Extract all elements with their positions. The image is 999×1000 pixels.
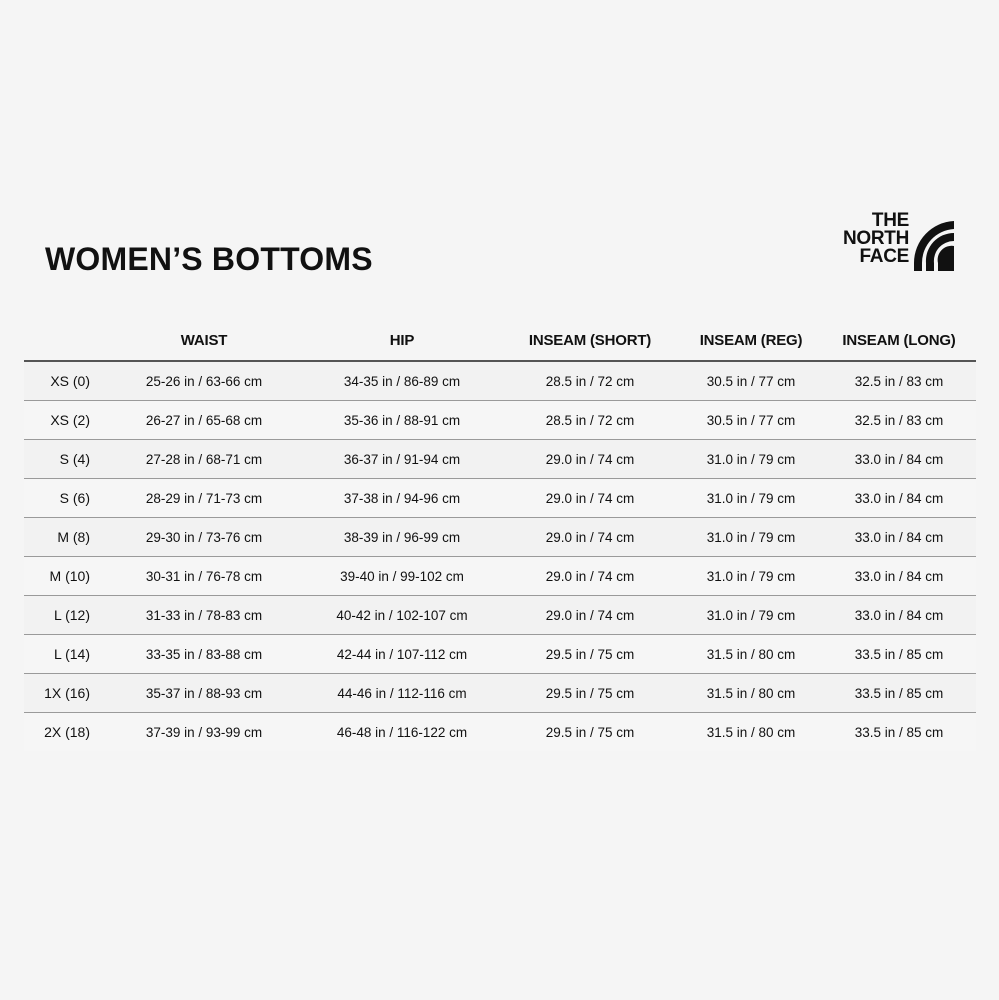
table-row — [24, 557, 976, 596]
inseam-long-cell: 33.0 in / 84 cm — [822, 557, 976, 596]
hip-cell: 37-38 in / 94-96 cm — [304, 479, 500, 518]
hip-cell: 46-48 in / 116-122 cm — [304, 713, 500, 752]
waist-cell: 33-35 in / 83-88 cm — [104, 635, 304, 674]
table-header-row — [24, 320, 976, 361]
hip-cell: 35-36 in / 88-91 cm — [304, 401, 500, 440]
waist-cell: 27-28 in / 68-71 cm — [104, 440, 304, 479]
logo-line-3: FACE — [859, 246, 909, 267]
waist-cell: 25-26 in / 63-66 cm — [104, 361, 304, 401]
hip-cell: 44-46 in / 112-116 cm — [304, 674, 500, 713]
inseam-long-cell: 32.5 in / 83 cm — [822, 361, 976, 401]
inseam-short-cell: 29.0 in / 74 cm — [500, 596, 680, 635]
inseam-long-cell: 33.5 in / 85 cm — [822, 713, 976, 752]
waist-cell: 35-37 in / 88-93 cm — [104, 674, 304, 713]
inseam-reg-cell: 31.0 in / 79 cm — [680, 596, 822, 635]
inseam-long-cell: 33.0 in / 84 cm — [822, 596, 976, 635]
inseam-short-cell: 29.5 in / 75 cm — [500, 713, 680, 752]
header-waist: WAIST — [104, 320, 304, 361]
logo-line-1: THE — [871, 210, 909, 231]
hip-cell: 36-37 in / 91-94 cm — [304, 440, 500, 479]
size-cell: M (10) — [24, 557, 104, 596]
size-cell: 2X (18) — [24, 713, 104, 752]
inseam-reg-cell: 31.0 in / 79 cm — [680, 440, 822, 479]
inseam-long-cell: 33.0 in / 84 cm — [822, 440, 976, 479]
hip-cell: 40-42 in / 102-107 cm — [304, 596, 500, 635]
header-hip: HIP — [304, 320, 500, 361]
inseam-long-cell: 32.5 in / 83 cm — [822, 401, 976, 440]
half-dome-icon — [912, 215, 956, 271]
inseam-short-cell: 29.5 in / 75 cm — [500, 635, 680, 674]
table-row — [24, 596, 976, 635]
page-title: WOMEN’S BOTTOMS — [45, 241, 373, 277]
table-row — [24, 479, 976, 518]
waist-cell: 31-33 in / 78-83 cm — [104, 596, 304, 635]
inseam-long-cell: 33.0 in / 84 cm — [822, 479, 976, 518]
inseam-short-cell: 29.0 in / 74 cm — [500, 440, 680, 479]
inseam-reg-cell: 30.5 in / 77 cm — [680, 401, 822, 440]
size-cell: 1X (16) — [24, 674, 104, 713]
table-row — [24, 361, 976, 401]
inseam-reg-cell: 31.0 in / 79 cm — [680, 479, 822, 518]
size-cell: L (14) — [24, 635, 104, 674]
waist-cell: 28-29 in / 71-73 cm — [104, 479, 304, 518]
inseam-long-cell: 33.0 in / 84 cm — [822, 518, 976, 557]
size-chart-table — [24, 320, 976, 751]
header-inseam-reg: INSEAM (REG) — [680, 320, 822, 361]
waist-cell: 29-30 in / 73-76 cm — [104, 518, 304, 557]
table-row — [24, 440, 976, 479]
waist-cell: 37-39 in / 93-99 cm — [104, 713, 304, 752]
size-cell: M (8) — [24, 518, 104, 557]
table-row — [24, 635, 976, 674]
inseam-reg-cell: 31.0 in / 79 cm — [680, 518, 822, 557]
table-row — [24, 713, 976, 752]
size-cell: S (6) — [24, 479, 104, 518]
size-cell: XS (0) — [24, 361, 104, 401]
hip-cell: 42-44 in / 107-112 cm — [304, 635, 500, 674]
inseam-short-cell: 28.5 in / 72 cm — [500, 401, 680, 440]
hip-cell: 34-35 in / 86-89 cm — [304, 361, 500, 401]
size-cell: L (12) — [24, 596, 104, 635]
logo-wordmark — [843, 212, 909, 266]
logo-line-2: NORTH — [842, 228, 909, 249]
header-size — [24, 320, 104, 361]
table-row — [24, 401, 976, 440]
hip-cell: 39-40 in / 99-102 cm — [304, 557, 500, 596]
inseam-short-cell: 29.5 in / 75 cm — [500, 674, 680, 713]
hip-cell: 38-39 in / 96-99 cm — [304, 518, 500, 557]
header-inseam-short: INSEAM (SHORT) — [500, 320, 680, 361]
inseam-short-cell: 29.0 in / 74 cm — [500, 479, 680, 518]
inseam-long-cell: 33.5 in / 85 cm — [822, 635, 976, 674]
size-cell: S (4) — [24, 440, 104, 479]
size-cell: XS (2) — [24, 401, 104, 440]
inseam-reg-cell: 30.5 in / 77 cm — [680, 361, 822, 401]
table-row — [24, 518, 976, 557]
waist-cell: 30-31 in / 76-78 cm — [104, 557, 304, 596]
header-inseam-long: INSEAM (LONG) — [822, 320, 976, 361]
inseam-reg-cell: 31.0 in / 79 cm — [680, 557, 822, 596]
inseam-reg-cell: 31.5 in / 80 cm — [680, 635, 822, 674]
waist-cell: 26-27 in / 65-68 cm — [104, 401, 304, 440]
inseam-short-cell: 28.5 in / 72 cm — [500, 361, 680, 401]
brand-logo — [826, 212, 956, 274]
inseam-short-cell: 29.0 in / 74 cm — [500, 557, 680, 596]
inseam-long-cell: 33.5 in / 85 cm — [822, 674, 976, 713]
inseam-short-cell: 29.0 in / 74 cm — [500, 518, 680, 557]
table-row — [24, 674, 976, 713]
inseam-reg-cell: 31.5 in / 80 cm — [680, 674, 822, 713]
inseam-reg-cell: 31.5 in / 80 cm — [680, 713, 822, 752]
